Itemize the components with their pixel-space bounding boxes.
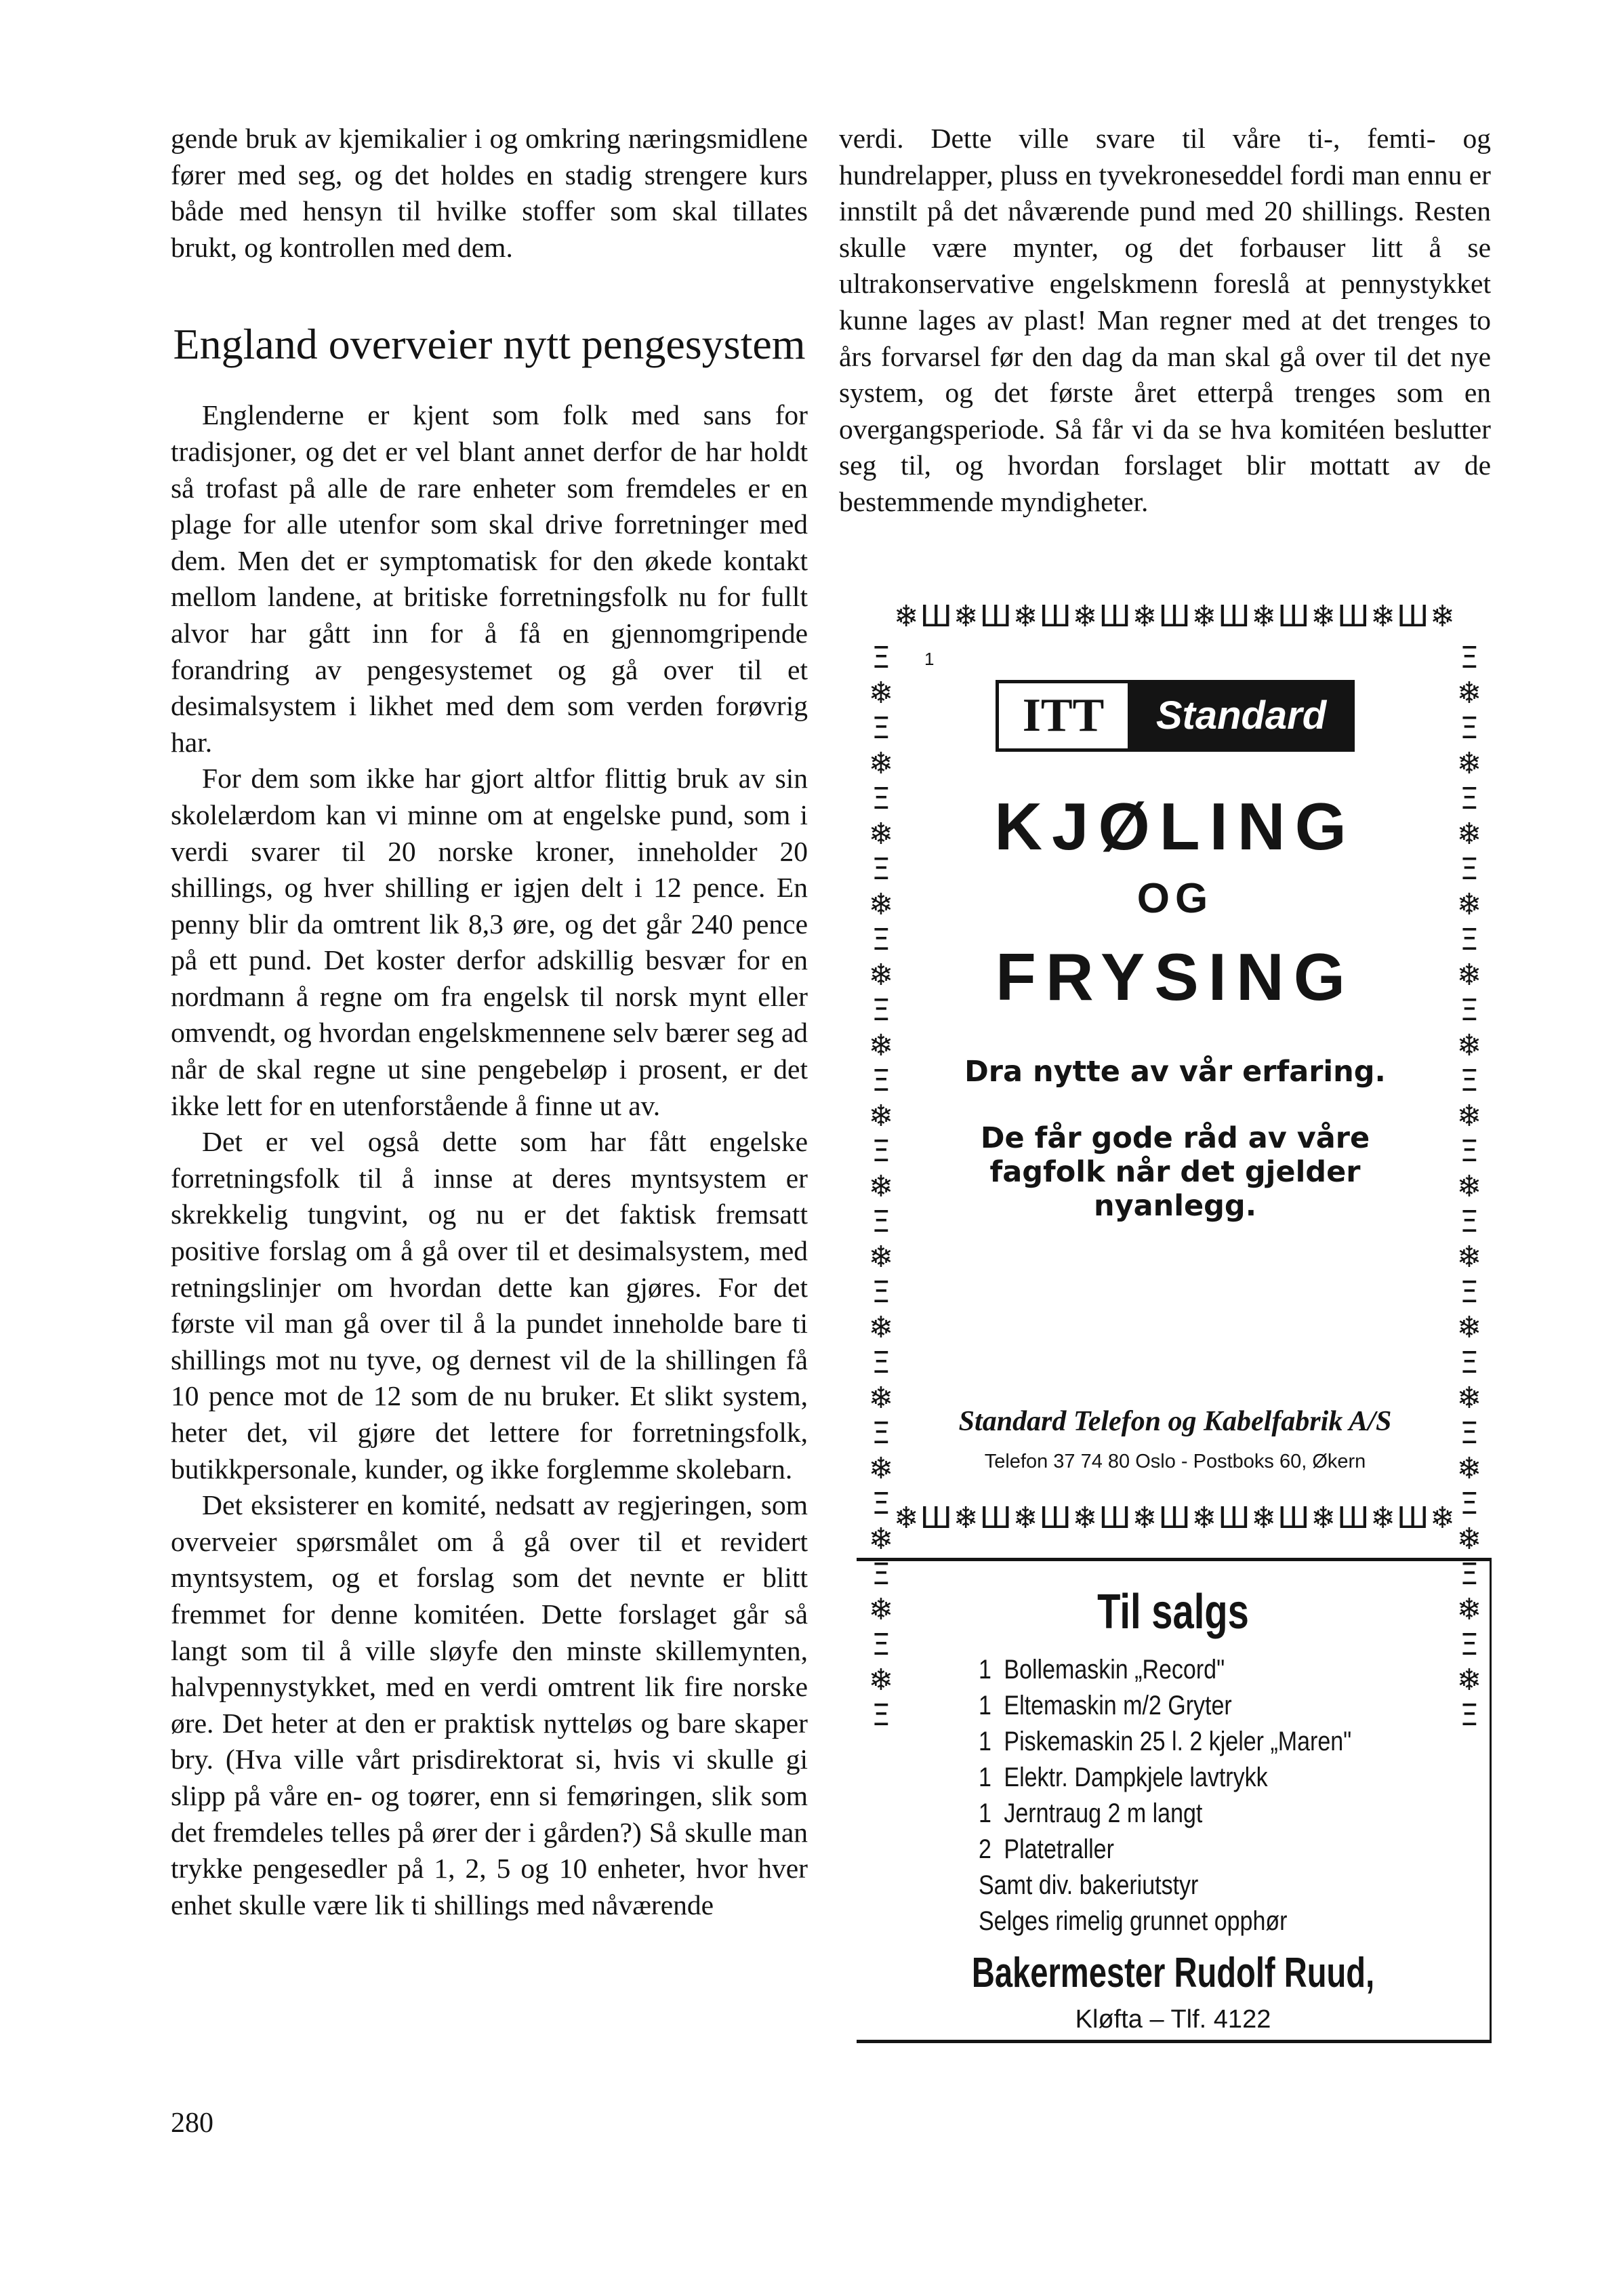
article-paragraph-1: Englenderne er kjent som folk med sans for tradisjoner, og det er vel blant annet derfor de har holdt så trofast på alle de rare enheter som fremdeles er en plage for alle utenfor som skal drive forretninger med dem. Men det er symptomatisk for den økede kontakt mellom landene, at britiske forretningsfolk nu for fullt alvor har gått inn for å få en gjennomgripende forandring av pengesystemet og gå over til et desimalsystem i likhet med dem som verden forøvrig har.	[171, 399, 808, 758]
sale-item	[979, 1652, 1413, 1688]
ad-border-right: Ξ ❄ Ξ ❄ Ξ ❄ Ξ ❄ Ξ ❄ Ξ ❄ Ξ ❄ Ξ ❄ Ξ ❄ Ξ ❄ Ξ ❄ Ξ ❄ Ξ ❄ Ξ ❄ Ξ ❄ Ξ	[1456, 641, 1482, 1733]
ad-border-bottom: ❄Ш❄Ш❄Ш❄Ш❄Ш❄Ш❄Ш❄Ш❄Ш❄	[893, 1501, 1457, 1535]
sale-item-qty: 2	[979, 1834, 991, 1864]
sale-item	[979, 1760, 1413, 1796]
ad-border-left: Ξ ❄ Ξ ❄ Ξ ❄ Ξ ❄ Ξ ❄ Ξ ❄ Ξ ❄ Ξ ❄ Ξ ❄ Ξ ❄ Ξ ❄ Ξ ❄ Ξ ❄ Ξ ❄ Ξ ❄ Ξ	[868, 641, 894, 1733]
ad-border-top: ❄Ш❄Ш❄Ш❄Ш❄Ш❄Ш❄Ш❄Ш❄Ш❄	[893, 599, 1457, 634]
logo-standard-text: Standard	[1131, 683, 1351, 748]
article-paragraph-2: For dem som ikke har gjort altfor flittig bruk av sin skolelærdom kan vi minne om at engelske pund, som i verdi svarer til 20 norske kroner, inneholder 20 shillings, og hver shilling er igjen delt i 12 pence. En penny blir da omtrent lik 8,3 øre, og det går 240 pence på ett pund. Det koster derfor adskillig besvær for en nordmann å regne om fra engelsk til norsk mynt eller omvendt, og hvordan engelskmennene selv bærer seg ad når de skal regne ut sine pengebeløp i prosent, er det ikke lett for en utenforstående å finne ut av.	[171, 763, 808, 1121]
sale-item	[979, 1796, 1413, 1832]
sale-extra-2: Selges rimelig grunnet opphør	[979, 1906, 1288, 1936]
sale-location-phone: Kløfta – Tlf. 4122	[1075, 2005, 1271, 2034]
article-paragraph-4: Det eksisterer en komité, nedsatt av regjeringen, som overveier spørsmålet om å gå over til et revidert myntsystem, og et forslag som det nevnte er blitt fremmet for denne komitéen. Dette forslaget går så langt som til å ville sløyfe den minste skillemynten, halvpennystykket, med en verdi omtrent lik fire norske øre. Det heter at den er praktisk nytteløs og bare skaper bry. (Hva ville vårt prisdirektorat si, hvis vi skulle gi slipp på våre en- og toører, enn si femøringen, slik som det fremdeles telles på ører der i gården?) Så skulle man trykke pengesedler på 1, 2, 5 og 10 enheter, hvor hver enhet skulle være lik ti shillings med nåværende	[171, 1489, 808, 1920]
sale-item-qty: 1	[979, 1691, 991, 1720]
ad-slogan-1: Dra nytte av vår erfaring.	[964, 1055, 1386, 1089]
right-column	[839, 121, 1491, 521]
sale-baker-name: Bakermester Rudolf Ruud,	[971, 1950, 1375, 1996]
sale-item-text: Jerntraug 2 m langt	[1004, 1798, 1203, 1828]
sale-item-qty: 1	[979, 1655, 991, 1685]
ad-company-name: Standard Telefon og Kabelfabrik A/S	[958, 1406, 1392, 1437]
sale-item	[979, 1832, 1413, 1868]
article-paragraph-3: Det er vel også dette som har fått engelske forretningsfolk til å innse at deres myntsystem er skrekkelig tungvint, og nu er det faktisk fremsatt positive forslag om å gå over til et desimalsystem, med retningslinjer om hvordan dette kan gjøres. For det første vil man gå over til å la pundet inneholde bare ti shillings mot nu tyve, og dernest vil de la shillingen få 10 pence mot de 12 som de nu bruker. Et slikt system, heter det, vil gjøre det lettere for forretningsfolk, butikkpersonale, kunder, og ikke forglemme skolebarn.	[171, 1126, 808, 1485]
sale-item-text: Eltemaskin m/2 Gryter	[1004, 1691, 1232, 1720]
sale-item-qty: 1	[979, 1727, 991, 1756]
ad-headline-frysing: FRYSING	[996, 940, 1355, 1014]
ad-headline-kjoling: KJØLING	[994, 789, 1356, 864]
sale-title: Til salgs	[1097, 1585, 1249, 1639]
article-paragraph-5: verdi. Dette ville svare til våre ti-, femti- og hundrelapper, pluss en tyvekroneseddel fordi man ennu er innstilt på det nåværende pund med 20 shillings. Resten skulle være mynter, og det forbauser litt å se ultrakonservative engelskmenn foreslå at pennystykket kunne lages av plast! Man regner med at det trenges to års forvarsel før den dag da man skal gå over til det nye system, og det første året etterpå trenges som en overgangsperiode. Så får vi da se hva komitéen beslutter seg til, og hvordan forslaget blir mottatt av de bestemmende myndigheter.	[839, 123, 1491, 517]
page-number: 280	[171, 2108, 213, 2139]
sale-item-text: Bollemaskin „Record"	[1004, 1655, 1225, 1685]
ad-content	[920, 649, 1430, 1488]
ad-slogan-2: De får gode råd av våre fagfolk når det gjelder nyanlegg.	[980, 1121, 1370, 1223]
ad-corner-number: 1	[924, 649, 935, 669]
sale-item-list	[979, 1652, 1413, 1939]
sale-item-text: Platetraller	[1004, 1834, 1114, 1864]
sale-item	[979, 1688, 1413, 1724]
left-column	[171, 121, 808, 1923]
article-heading: England overveier nytt pengesystem	[173, 320, 806, 369]
sale-item-qty: 1	[979, 1798, 991, 1828]
til-salgs-ad	[857, 1558, 1492, 2043]
sale-item-qty: 1	[979, 1763, 991, 1792]
intro-paragraph: gende bruk av kjemikalier i og omkring næringsmidlene fører med seg, og det holdes en stadig strengere kurs både med hensyn til hvilke stoffer som skal tillates brukt, og kontrollen med dem.	[171, 123, 808, 263]
sale-item-text: Piskemaskin 25 l. 2 kjeler „Maren"	[1004, 1727, 1352, 1756]
sale-extra-1: Samt div. bakeriutstyr	[979, 1870, 1199, 1900]
sale-item-text: Elektr. Dampkjele lavtrykk	[1004, 1763, 1268, 1792]
itt-standard-logo	[996, 680, 1355, 752]
logo-itt-text: ITT	[999, 683, 1131, 748]
ad-headline-og: OG	[1136, 875, 1214, 922]
ad-contact-line: Telefon 37 74 80 Oslo - Postboks 60, Økern	[984, 1451, 1366, 1472]
sale-item	[979, 1724, 1413, 1760]
